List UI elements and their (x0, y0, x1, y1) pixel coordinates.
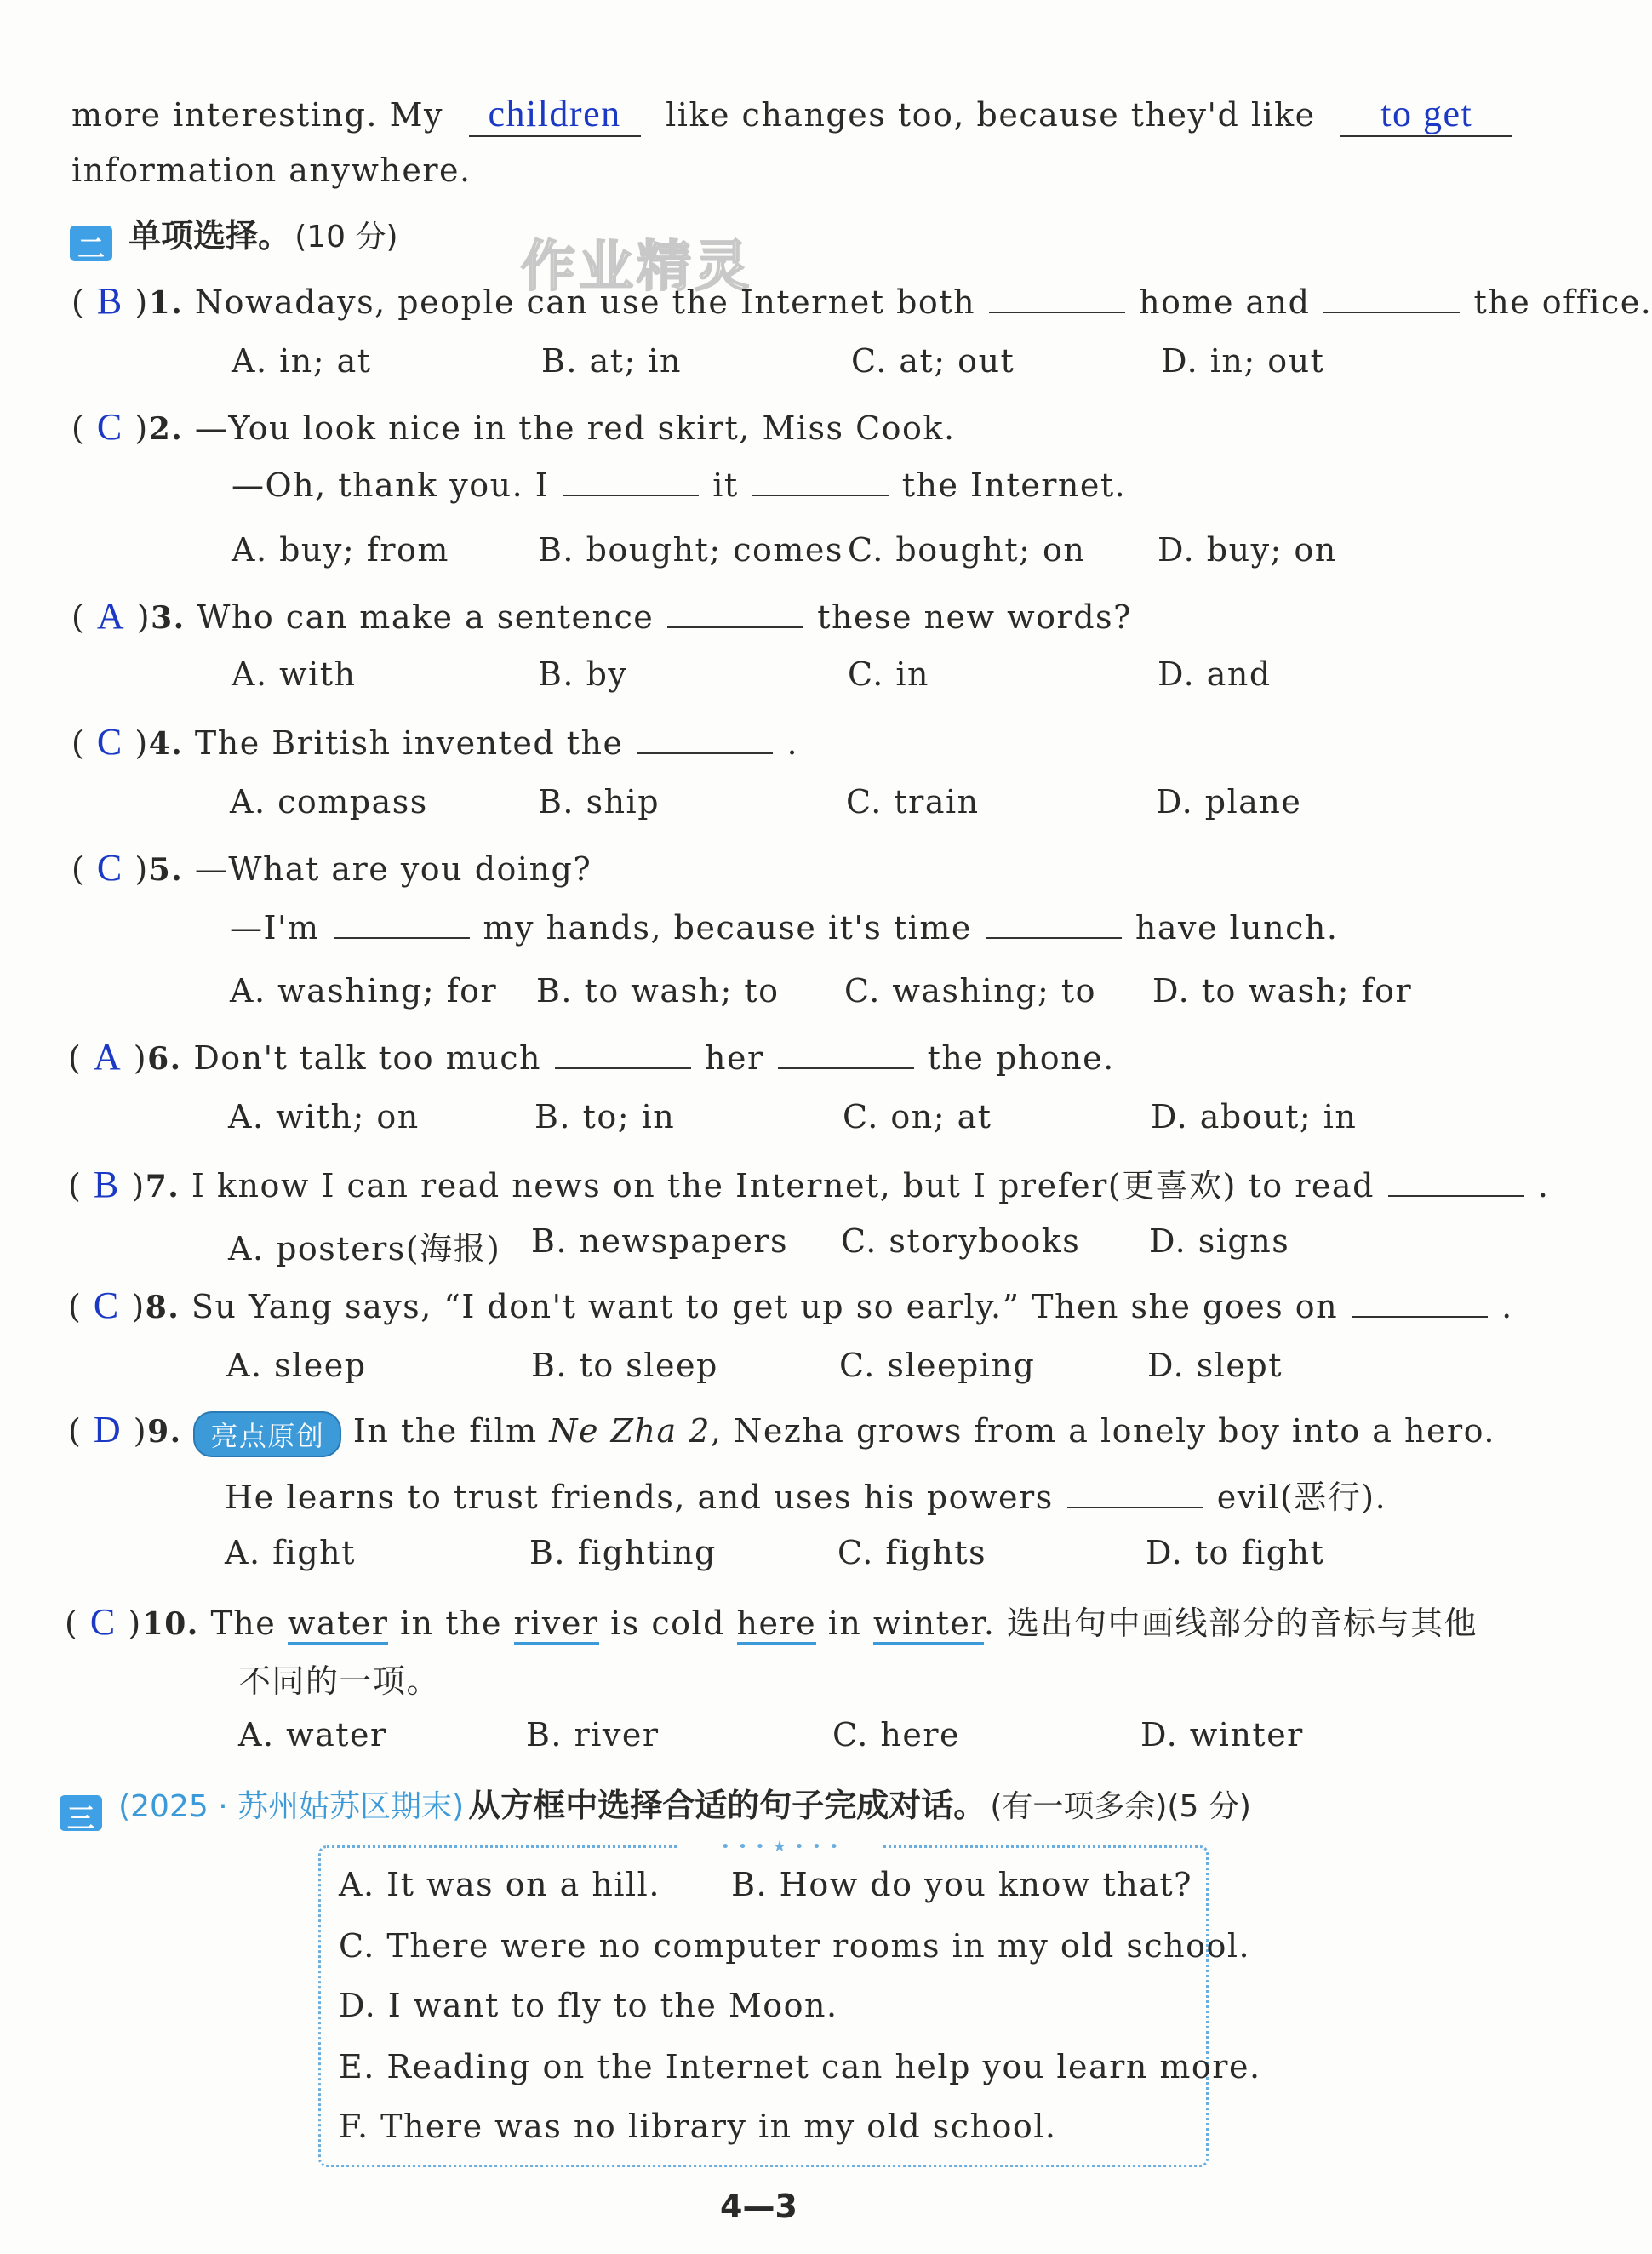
q6-option-c: C. on; at (843, 1098, 992, 1136)
source-tag: (2025 · 苏州姑苏区期末) (118, 1789, 465, 1824)
q7-option-d: D. signs (1149, 1222, 1290, 1260)
answer-mark: C (96, 406, 123, 448)
choice-f: F. There was no library in my old school. (339, 2108, 1057, 2145)
q2-option-d: D. buy; on (1158, 531, 1337, 569)
answer-mark: B (96, 280, 123, 322)
q2-option-b: B. bought; comes (538, 531, 843, 569)
q8-option-b: B. to sleep (531, 1347, 718, 1384)
question-9-line-2: He learns to trust friends, and uses his powers evil(恶行). (225, 1479, 1387, 1516)
q9-option-b: B. fighting (529, 1534, 717, 1571)
q3-option-c: C. in (848, 655, 930, 693)
handwritten-answer: children (488, 93, 621, 134)
q7-option-a: A. posters(海报) (228, 1230, 501, 1267)
q1-option-b: B. at; in (541, 342, 683, 380)
q6-option-a: A. with; on (228, 1098, 420, 1136)
section-score: (10 分) (294, 220, 398, 255)
q8-option-a: A. sleep (226, 1347, 367, 1384)
choice-d: D. I want to fly to the Moon. (339, 1987, 838, 2024)
q10-option-b: B. river (526, 1716, 660, 1753)
q1-option-a: A. in; at (232, 342, 372, 380)
question-8: ( C )8. Su Yang says, “I don't want to get up so early.” Then she goes on . (68, 1284, 1513, 1326)
q6-option-d: D. about; in (1151, 1098, 1358, 1136)
q4-option-d: D. plane (1156, 783, 1302, 821)
q3-option-b: B. by (538, 655, 628, 693)
question-9: ( D )9. 亮点原创 In the film Ne Zha 2, Nezha grows from a lonely boy into a hero. (68, 1408, 1495, 1457)
section-2-header (70, 209, 398, 265)
q10-option-a: A. water (238, 1716, 387, 1753)
question-10: ( C )10. The water in the river is cold here in winter. 选出句中画线部分的音标与其他 (65, 1601, 1478, 1643)
answer-mark: C (89, 1601, 117, 1643)
q6-option-b: B. to; in (534, 1098, 676, 1136)
q8-option-d: D. slept (1147, 1347, 1283, 1384)
answer-blank-to-get (1340, 92, 1512, 137)
q7-option-c: C. storybooks (841, 1222, 1081, 1260)
answer-mark: A (96, 595, 126, 637)
section-number-icon: 二 (70, 226, 112, 261)
question-2: ( C )2. —You look nice in the red skirt, Miss Cook. (71, 406, 956, 448)
film-title: Ne Zha 2 (549, 1412, 711, 1450)
q3-option-a: A. with (232, 655, 357, 693)
section-title: 单项选择。 (129, 217, 291, 255)
answer-mark: C (96, 721, 123, 763)
q7-option-b: B. newspapers (531, 1222, 789, 1260)
q2-option-c: C. bought; on (848, 531, 1086, 569)
question-4: ( C )4. The British invented the . (71, 721, 799, 763)
q8-option-c: C. sleeping (839, 1347, 1036, 1384)
choice-a: A. It was on a hill. (339, 1866, 660, 1903)
answer-mark: D (93, 1409, 123, 1450)
q3-option-d: D. and (1158, 655, 1272, 693)
question-7: ( B )7. I know I can read news on the Internet, but I prefer(更喜欢) to read . (68, 1164, 1550, 1205)
q10-option-c: C. here (832, 1716, 960, 1753)
intro-text-a: more interesting. My (71, 96, 443, 134)
q5-option-c: C. washing; to (844, 972, 1097, 1010)
section-title: 从方框中选择合适的句子完成对话。 (468, 1787, 986, 1824)
section-note: (有一项多余)(5 分) (990, 1789, 1251, 1824)
intro-text-b: like changes too, because they'd like (666, 96, 1316, 134)
q4-option-c: C. train (846, 783, 980, 821)
question-5: ( C )5. —What are you doing? (71, 847, 592, 889)
answer-blank-children (469, 92, 641, 137)
answer-mark: C (96, 847, 123, 889)
q5-option-d: D. to wash; for (1152, 972, 1413, 1010)
choice-c: C. There were no computer rooms in my old school. (339, 1927, 1251, 1965)
original-badge: 亮点原创 (193, 1411, 341, 1457)
question-2-line-2: —Oh, thank you. I it the Internet. (232, 466, 1127, 504)
question-3: ( A )3. Who can make a sentence these new words? (71, 595, 1132, 637)
answer-mark: B (93, 1164, 120, 1205)
q9-option-c: C. fights (837, 1534, 987, 1571)
q4-option-b: B. ship (538, 783, 660, 821)
section-3-header (60, 1779, 1251, 1834)
intro-line-1 (71, 92, 1526, 137)
answer-mark: A (93, 1036, 123, 1078)
q5-option-a: A. washing; for (230, 972, 498, 1010)
q4-option-a: A. compass (230, 783, 428, 821)
q10-option-d: D. winter (1140, 1716, 1304, 1753)
q2-option-a: A. buy; from (232, 531, 449, 569)
q9-option-d: D. to fight (1146, 1534, 1325, 1571)
q1-option-d: D. in; out (1161, 342, 1325, 380)
q9-option-a: A. fight (225, 1534, 356, 1571)
answer-mark: C (93, 1284, 120, 1326)
handwritten-answer: to get (1380, 93, 1473, 134)
intro-line-2: information anywhere. (71, 152, 472, 189)
choice-row-1 (339, 1866, 1192, 1903)
page-number: 4—3 (720, 2188, 797, 2225)
section-number-icon: 三 (60, 1795, 102, 1831)
choice-b: B. How do you know that? (731, 1866, 1193, 1903)
question-6: ( A )6. Don't talk too much her the phone. (68, 1036, 1115, 1078)
watermark: 作业精灵 (521, 236, 752, 299)
question-10-line-2: 不同的一项。 (238, 1662, 441, 1700)
question-1: ( B )1. Nowadays, people can use the Internet both home and the office. (71, 280, 1652, 322)
box-decoration: • • • ★ • • • (678, 1838, 883, 1855)
question-5-line-2: —I'm my hands, because it's time have lunch. (230, 909, 1339, 947)
choice-e: E. Reading on the Internet can help you learn more. (339, 2048, 1261, 2085)
q5-option-b: B. to wash; to (536, 972, 780, 1010)
q1-option-c: C. at; out (851, 342, 1015, 380)
